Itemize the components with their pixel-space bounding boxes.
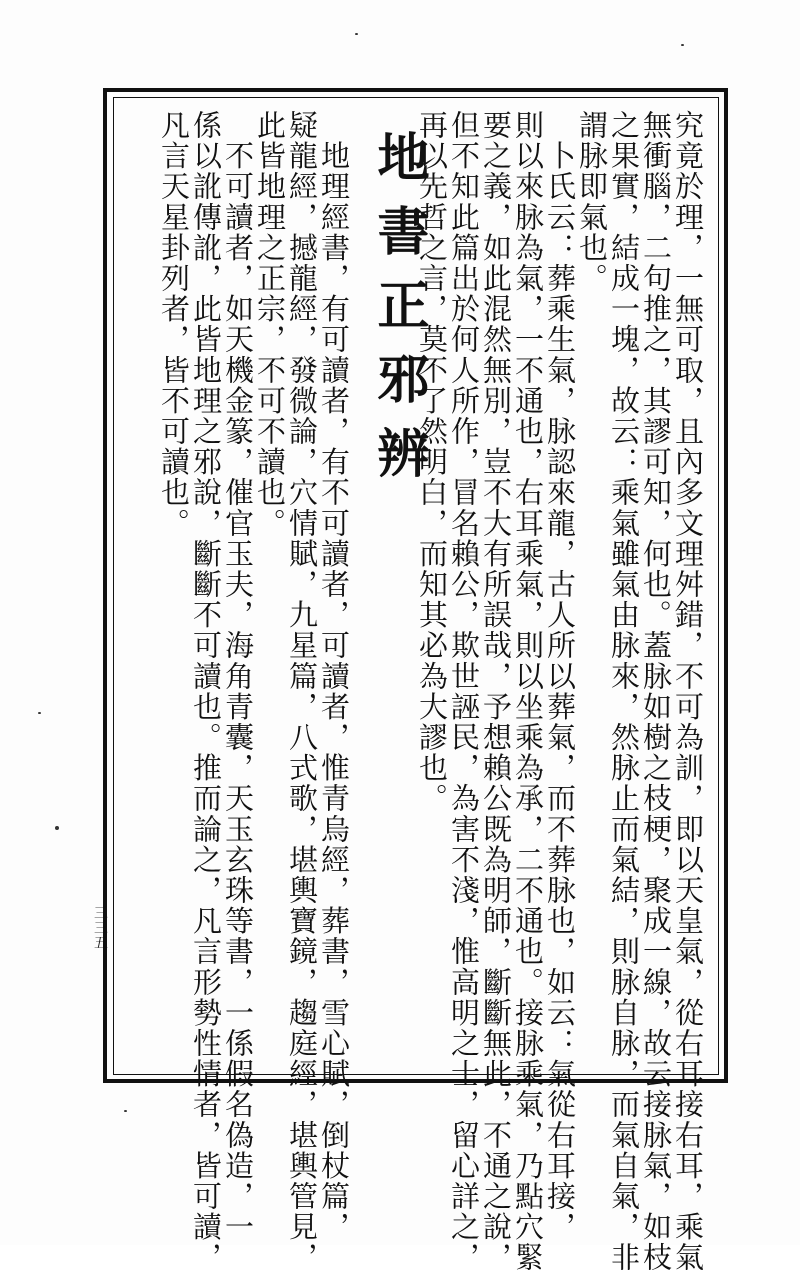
page-number: 三三五	[92, 905, 108, 950]
text-column: 再以先哲之言，莫不了然明白，而知其必為大謬也。	[415, 110, 449, 814]
text-column: 但不知此篇出於何人所作，冒名賴公，欺世誣民，為害不淺，惟高明之士，留心詳之，	[447, 110, 481, 1273]
text-column: 究竟於理，一無可取，且內多文理舛錯，不可為訓，即以天皇氣，從右耳接右耳，乘氣	[671, 110, 705, 1273]
text-column: 地理經書，有可讀者，有不可讀者，可讀者，惟青烏經，葬書，雪心賦，倒杖篇，	[317, 110, 351, 1243]
scan-speck	[355, 33, 358, 35]
text-column: 不可讀者，如天機金篆，催官玉夫，海角青囊，天玉玄珠等書，一係假名偽造，一	[221, 110, 255, 1243]
text-column: 疑龍經，撼龍經，發微論，穴情賦，九星篇，八式歌，堪輿寶鏡，趨庭經，堪輿管見，	[285, 110, 319, 1273]
scan-speck	[38, 712, 41, 714]
text-column: 此皆地理之正宗，不可不讀也。	[253, 110, 287, 539]
text-column: 要之義，如此混然無別，豈不大有所誤哉，予想賴公既為明師，斷斷無此，不通之說，	[479, 110, 513, 1273]
text-column: 則以來脉為氣，一不通也，右耳乘氣，則以坐乘為承，二不通也。接脉乘氣，乃點穴緊	[511, 110, 545, 1273]
scan-speck	[124, 1110, 127, 1112]
text-column: 之果實，結成一塊，故云：乘氣雖氣由脉來，然脉止而氣結，則脉自脉，而氣自氣，非	[607, 110, 641, 1273]
text-column: 卜氏云：葬乘生氣，脉認來龍，古人所以葬氣，而不葬脉也，如云：氣從右耳接，	[543, 110, 577, 1243]
scan-speck	[55, 826, 59, 830]
text-column: 係以訛傳訛，此皆地理之邪說，斷斷不可讀也。推而論之，凡言形勢性情者，皆可讀，	[189, 110, 223, 1273]
text-column: 無衝腦，二句推之，其謬可知，何也。蓋脉如樹之枝梗，聚成一線，故云接脉氣，如枝	[639, 110, 673, 1273]
section-heading: 地書正邪辨	[368, 130, 429, 500]
text-column: 謂脉即氣也。	[575, 110, 609, 294]
scan-speck	[681, 44, 684, 46]
text-column: 凡言天星卦列者，皆不可讀也。	[157, 110, 191, 539]
